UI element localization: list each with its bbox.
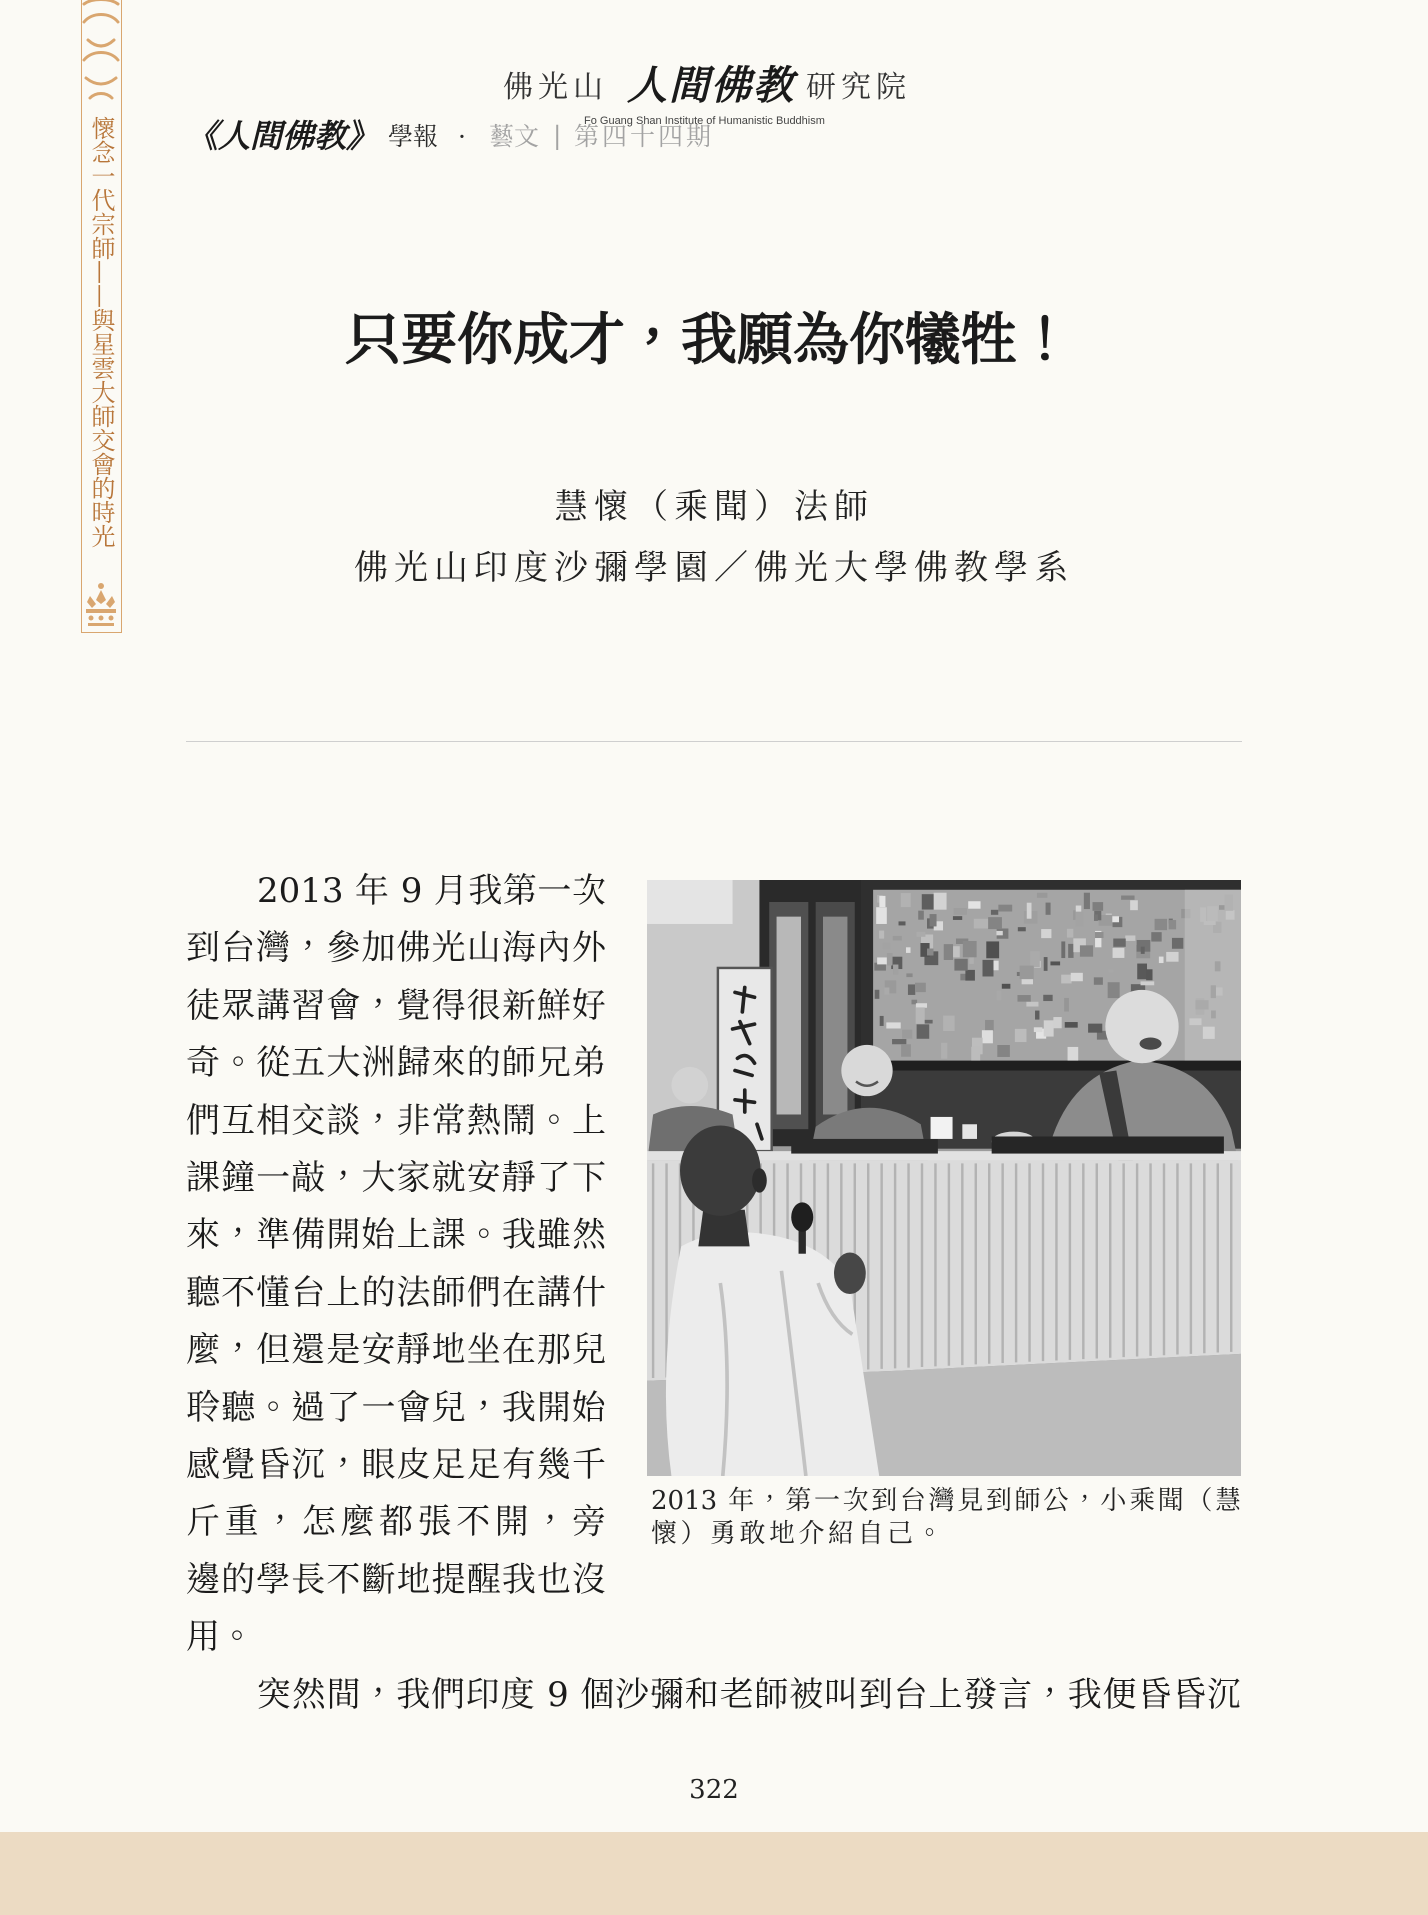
painting-texture-mark (1075, 912, 1083, 927)
painting-texture-mark (988, 917, 1002, 929)
swirl-stroke (84, 15, 118, 23)
painting-texture-mark (875, 990, 880, 999)
photo-folder (791, 1139, 938, 1154)
body-line: 們互相交談，非常熱鬧。上 (186, 1100, 606, 1141)
painting-texture-mark (943, 1016, 954, 1031)
painting-texture-mark (1166, 952, 1178, 962)
painting-texture-mark (1034, 1027, 1043, 1032)
body-line: 2013 年 9 月我第一次 (257, 871, 606, 911)
emblem-petal (106, 596, 115, 608)
painting-texture-mark (901, 893, 911, 907)
painting-texture-mark (1155, 919, 1167, 930)
article-photo (647, 880, 1241, 1476)
painting-texture-mark (1061, 941, 1065, 958)
lotus-emblem-shape (86, 583, 116, 626)
painting-texture-mark (1113, 948, 1125, 958)
painting-texture-mark (918, 911, 924, 920)
painting-texture-mark (1159, 957, 1164, 963)
painting-texture-mark (1065, 1022, 1078, 1028)
painting-texture-mark (1027, 903, 1032, 919)
painting-texture-mark (1084, 893, 1090, 909)
author-affiliation: 佛光山印度沙彌學園／佛光大學佛教學系 (354, 548, 1074, 588)
swirl-stroke (88, 40, 114, 46)
body-line: 奇。從五大洲歸來的師兄弟 (186, 1043, 606, 1084)
painting-texture-mark (1061, 975, 1071, 984)
painting-texture-mark (965, 970, 975, 981)
body-line: 聆聽。過了一會兒，我開始 (186, 1387, 606, 1428)
section-name: 藝文 (489, 122, 540, 151)
painting-texture-mark (917, 1024, 930, 1038)
painting-texture-mark (944, 944, 953, 960)
painting-texture-mark (1094, 977, 1103, 984)
painting-texture-mark (1026, 1002, 1038, 1007)
photo-ledge (861, 1061, 1241, 1071)
painting-texture-mark (915, 983, 926, 992)
institute-suffix: 研究院 (806, 70, 911, 105)
painting-texture-mark (1137, 964, 1147, 980)
emblem-dot (99, 616, 104, 621)
page-number: 322 (689, 1775, 739, 1805)
painting-texture-mark (968, 901, 980, 908)
emblem-petal (87, 596, 96, 608)
emblem-base (88, 623, 114, 626)
painting-texture-mark (880, 1016, 884, 1026)
painting-texture-mark (899, 921, 906, 925)
swirl-stroke (84, 0, 118, 4)
photo-monk-elder-mouth (1140, 1038, 1162, 1050)
institute-logo: 人間佛教 (627, 62, 795, 109)
painting-texture-mark (892, 1039, 906, 1044)
photo-painting-pagoda (1185, 890, 1241, 1061)
photo-child-ear (752, 1168, 767, 1192)
painting-texture-mark (1169, 920, 1176, 929)
painting-texture-mark (1037, 893, 1048, 898)
painting-texture-mark (997, 991, 1002, 1001)
painting-texture-mark (1067, 929, 1073, 938)
institute-english-name: Fo Guang Shan Institute of Humanistic Buddhism (584, 115, 825, 127)
body-line: 麼，但還是安靜地坐在那兒 (186, 1330, 606, 1371)
painting-texture-mark (916, 1003, 927, 1008)
painting-texture-mark (1002, 984, 1011, 989)
painting-texture-mark (1108, 982, 1120, 998)
painting-texture-mark (883, 943, 891, 950)
painting-texture-mark (985, 1020, 994, 1031)
painting-texture-mark (1068, 1047, 1079, 1062)
lotus-emblem-icon (82, 580, 120, 628)
institute-prefix: 佛光山 (503, 70, 608, 105)
article-title: 只要你成才，我願為你犧牲！ (345, 307, 1073, 373)
painting-texture-mark (998, 905, 1012, 912)
painting-texture-mark (1064, 998, 1069, 1012)
painting-texture-mark (1041, 929, 1051, 938)
painting-texture-mark (906, 973, 912, 977)
painting-texture-mark (901, 1044, 911, 1056)
body-line: 聽不懂台上的法師們在講什 (186, 1272, 606, 1313)
painting-texture-mark (1018, 927, 1026, 931)
side-tab-title: 懷念一代宗師——與星雲大師交會的時光 (87, 116, 115, 548)
emblem-dot (89, 616, 94, 621)
painting-texture-mark (954, 908, 967, 915)
photo-ceiling-light (647, 880, 733, 924)
painting-texture-mark (1130, 900, 1138, 910)
painting-texture-mark (1020, 966, 1034, 980)
painting-texture-mark (953, 916, 962, 920)
painting-texture-mark (930, 914, 937, 926)
painting-texture-mark (876, 907, 887, 924)
painting-texture-mark (1044, 1020, 1054, 1036)
painting-texture-mark (1141, 947, 1145, 954)
body-line: 突然間，我們印度 9 個沙彌和老師被叫到台上發言，我便昏昏沉 (257, 1674, 1241, 1715)
photo-screen-light-panel (823, 917, 847, 1115)
painting-texture-mark (1043, 995, 1052, 1001)
painting-texture-mark (1146, 969, 1152, 980)
bottom-band (0, 1832, 1428, 1915)
painting-texture-mark (982, 1030, 993, 1043)
header-separator: · (458, 122, 466, 151)
painting-texture-mark (983, 960, 994, 977)
photo-monk-left-head (671, 1067, 708, 1104)
swirl-stroke (84, 53, 118, 61)
photo-folder (992, 1136, 1224, 1153)
swirl-ornament-icon (82, 0, 120, 110)
painting-texture-mark (1015, 1029, 1027, 1042)
painting-texture-mark (1044, 957, 1048, 971)
painting-texture-mark (1030, 951, 1040, 967)
swirl-stroke (86, 78, 116, 84)
painting-texture-mark (1071, 973, 1083, 981)
painting-texture-mark (1068, 944, 1073, 958)
body-line: 徒眾講習會，覺得很新鮮好 (186, 985, 606, 1026)
photo-microphone (791, 1202, 813, 1231)
painting-texture-mark (916, 1007, 925, 1023)
photo-screen-light-panel (777, 917, 801, 1115)
body-full-width (186, 1667, 1241, 1724)
painting-texture-mark (954, 959, 967, 971)
painting-texture-mark (877, 957, 887, 964)
painting-texture-mark (922, 894, 934, 909)
painting-texture-mark (991, 910, 998, 915)
painting-texture-mark (1088, 1024, 1102, 1033)
photo-caption-line: 懷）勇敢地介紹自己。 (651, 1519, 947, 1549)
swirl-ornament-strokes (84, 0, 118, 98)
body-column (186, 863, 606, 1666)
painting-texture-mark (996, 931, 1002, 935)
body-line: 來，準備開始上課。我雖然 (186, 1215, 606, 1256)
painting-texture-mark (1109, 969, 1114, 973)
emblem-dot (109, 616, 114, 621)
body-line: 斤重，怎麼都張不開，旁 (186, 1502, 606, 1543)
painting-texture-mark (908, 984, 915, 995)
painting-texture-mark (941, 1043, 947, 1059)
painting-texture-mark (879, 931, 884, 939)
journal-suffix: 學報 (388, 122, 439, 151)
issue-number: 第四十四期 (574, 122, 715, 151)
painting-texture-mark (886, 1022, 900, 1028)
body-line: 邊的學長不斷地提醒我也沒 (186, 1559, 606, 1600)
painting-texture-mark (887, 953, 893, 965)
photo-monk-elder-head (1105, 990, 1178, 1063)
title-divider (186, 741, 1242, 742)
body-line: 課鐘一敲，大家就安靜了下 (186, 1157, 606, 1198)
painting-texture-mark (1094, 914, 1098, 920)
photo-caption-line: 2013 年，第一次到台灣見到師公，小乘聞（慧 (651, 1486, 1241, 1516)
painting-texture-mark (884, 987, 889, 994)
painting-texture-mark (934, 893, 947, 910)
painting-texture-mark (1151, 932, 1161, 941)
painting-texture-mark (1095, 932, 1104, 938)
painting-texture-mark (879, 896, 885, 907)
painting-texture-mark (1053, 1017, 1061, 1028)
painting-texture-mark (902, 1030, 912, 1039)
photo-monk-middle-head (841, 1045, 892, 1096)
article-author: 慧懷（乘聞）法師 (554, 487, 874, 527)
painting-texture-mark (1121, 896, 1134, 900)
painting-texture-mark (1080, 945, 1093, 956)
painting-texture-mark (1141, 981, 1155, 985)
emblem-petal (96, 590, 106, 604)
painting-texture-mark (1125, 935, 1135, 940)
journal-name: 《人間佛教》 (186, 117, 379, 155)
painting-texture-mark (1093, 902, 1104, 911)
photo-child-hands (834, 1253, 866, 1295)
painting-texture-mark (917, 932, 926, 937)
painting-texture-mark (963, 941, 977, 957)
painting-texture-mark (1046, 903, 1051, 915)
photo-child-head (680, 1125, 761, 1215)
painting-texture-mark (1172, 938, 1183, 949)
painting-texture-mark (1035, 1011, 1039, 1020)
header-divider: | (553, 121, 562, 150)
painting-texture-mark (927, 949, 933, 956)
painting-texture-mark (997, 1045, 1010, 1057)
body-line: 感覺昏沉，眼皮足足有幾千 (186, 1444, 606, 1485)
painting-texture-mark (906, 947, 911, 953)
photo-teacup (931, 1117, 953, 1139)
swirl-stroke (90, 94, 112, 99)
painting-texture-mark (1050, 961, 1060, 965)
photo-image (647, 880, 1241, 1476)
body-line: 用。 (186, 1617, 254, 1658)
emblem-base (86, 609, 116, 613)
painting-texture-mark (1113, 939, 1125, 947)
painting-texture-mark (986, 941, 999, 958)
photo-teacup (962, 1124, 977, 1139)
painting-texture-mark (893, 936, 902, 941)
painting-texture-mark (893, 965, 898, 975)
painting-texture-mark (974, 919, 989, 929)
painting-texture-mark (1017, 995, 1030, 1002)
body-line: 到台灣，參加佛光山海內外 (186, 928, 606, 969)
